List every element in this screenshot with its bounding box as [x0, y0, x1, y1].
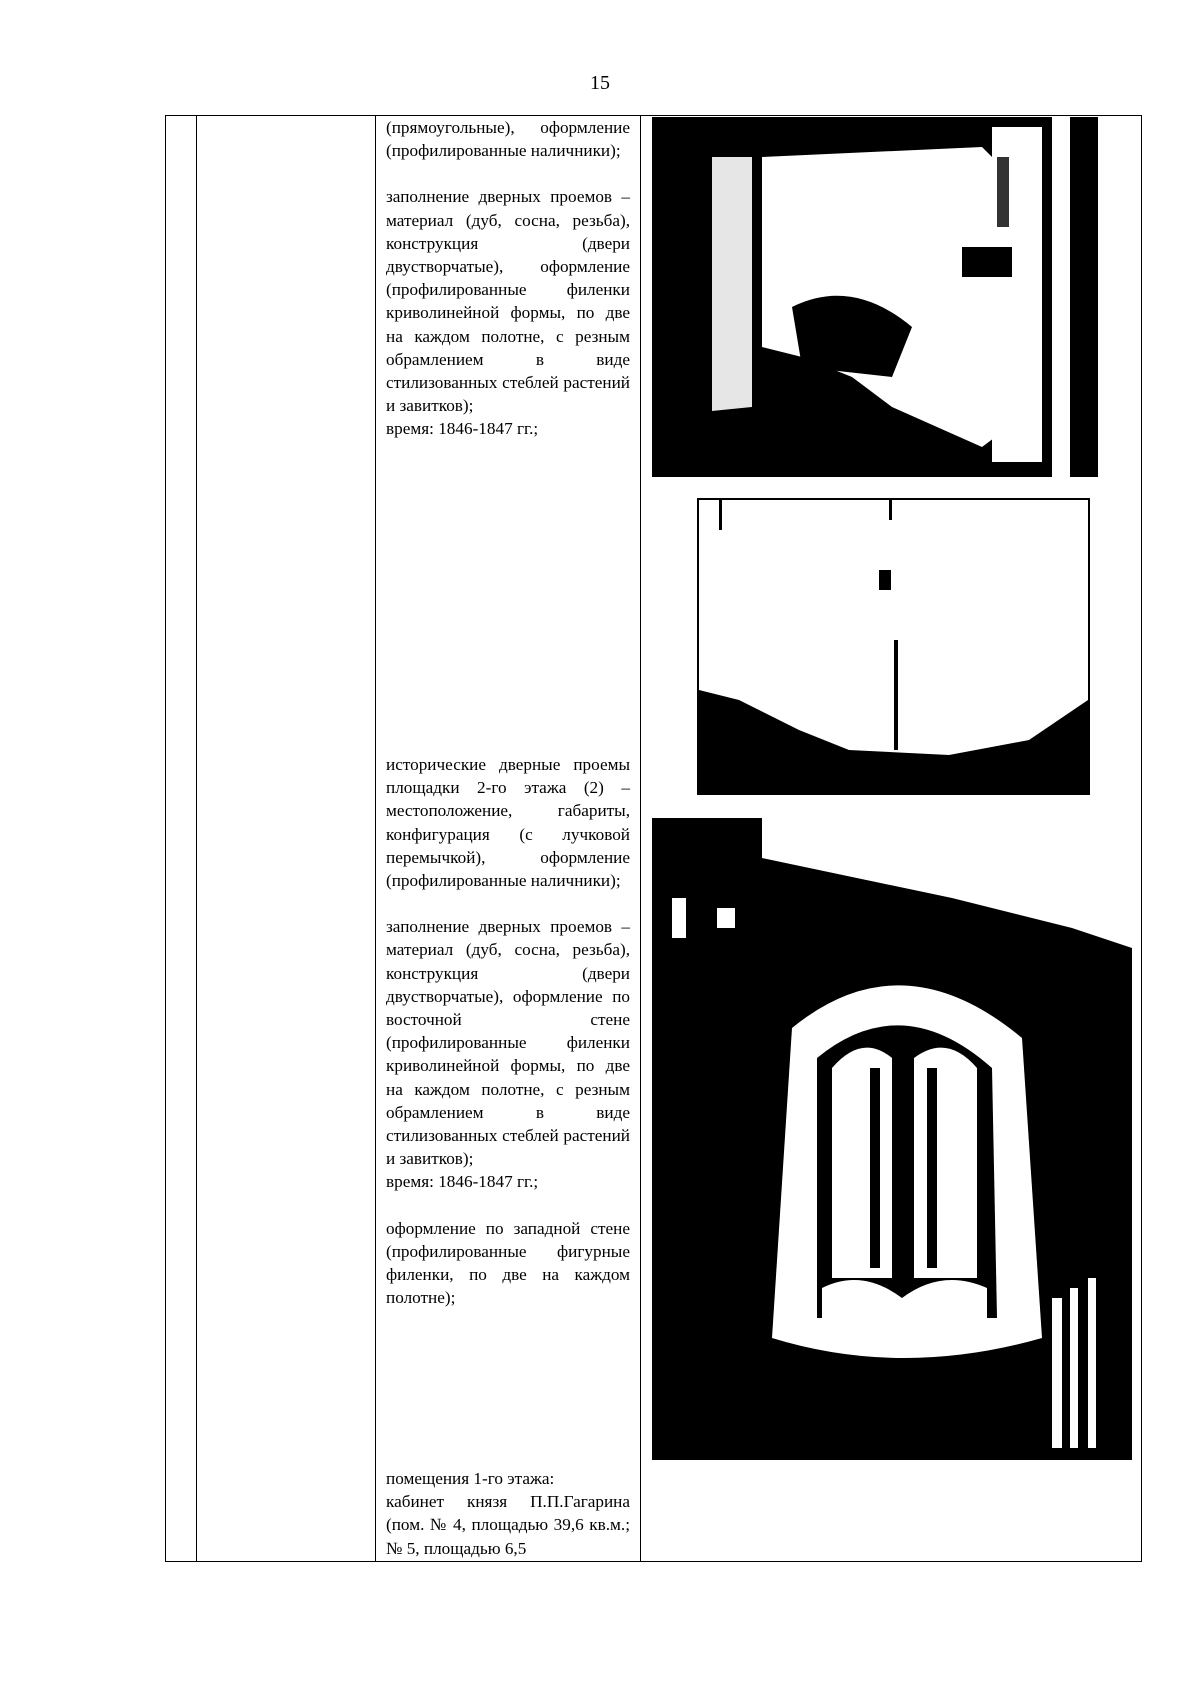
paragraph: время: 1846-1847 гг.; — [386, 419, 539, 439]
photo-interior-doorway — [652, 117, 1098, 477]
paragraph: кабинет князя П.П.Гагарина (пом. № 4, площадью 39,6 кв.м.; № 5, площадью 6,5 — [386, 1492, 630, 1558]
cell-text-block — [386, 1467, 630, 1560]
paragraph: исторические дверные проемы площадки 2-го этажа (2) – местоположение, габариты, конфигурация (с лучковой перемычкой), оформление (профилированные наличники); — [386, 755, 630, 891]
photo-carved-double-door — [652, 818, 1132, 1460]
cell-text-block — [386, 753, 630, 1309]
cell-text-block — [386, 116, 630, 441]
paragraph: оформление по западной стене (профилированные фигурные филенки, по две на каждом полотне); — [386, 1218, 630, 1308]
photo-doorway-light — [697, 498, 1090, 795]
paragraph: заполнение дверных проемов – материал (дуб, сосна, резьба), конструкция (двери двустворчатые), оформление по восточной стене (профилированные филенки криволинейной формы, по две на каждом полотне, с резным обрамлением в виде стилизованных стеблей растений и завитков); — [386, 917, 630, 1169]
paragraph: время: 1846-1847 гг.; — [386, 1172, 539, 1192]
paragraph: помещения 1-го этажа: — [386, 1469, 555, 1488]
page-number: 15 — [590, 72, 610, 94]
paragraph: заполнение дверных проемов – материал (дуб, сосна, резьба), конструкция (двери двустворчатые), оформление (профилированные филенки криволинейной формы, по две на каждом полотне, с резным обрамлением в виде стилизованных стеблей растений и завитков); — [386, 187, 630, 416]
paragraph: (прямоугольные), оформление (профилированные наличники); — [386, 118, 630, 161]
column-divider — [196, 115, 197, 1562]
column-divider — [375, 115, 376, 1562]
column-divider — [640, 115, 641, 1562]
